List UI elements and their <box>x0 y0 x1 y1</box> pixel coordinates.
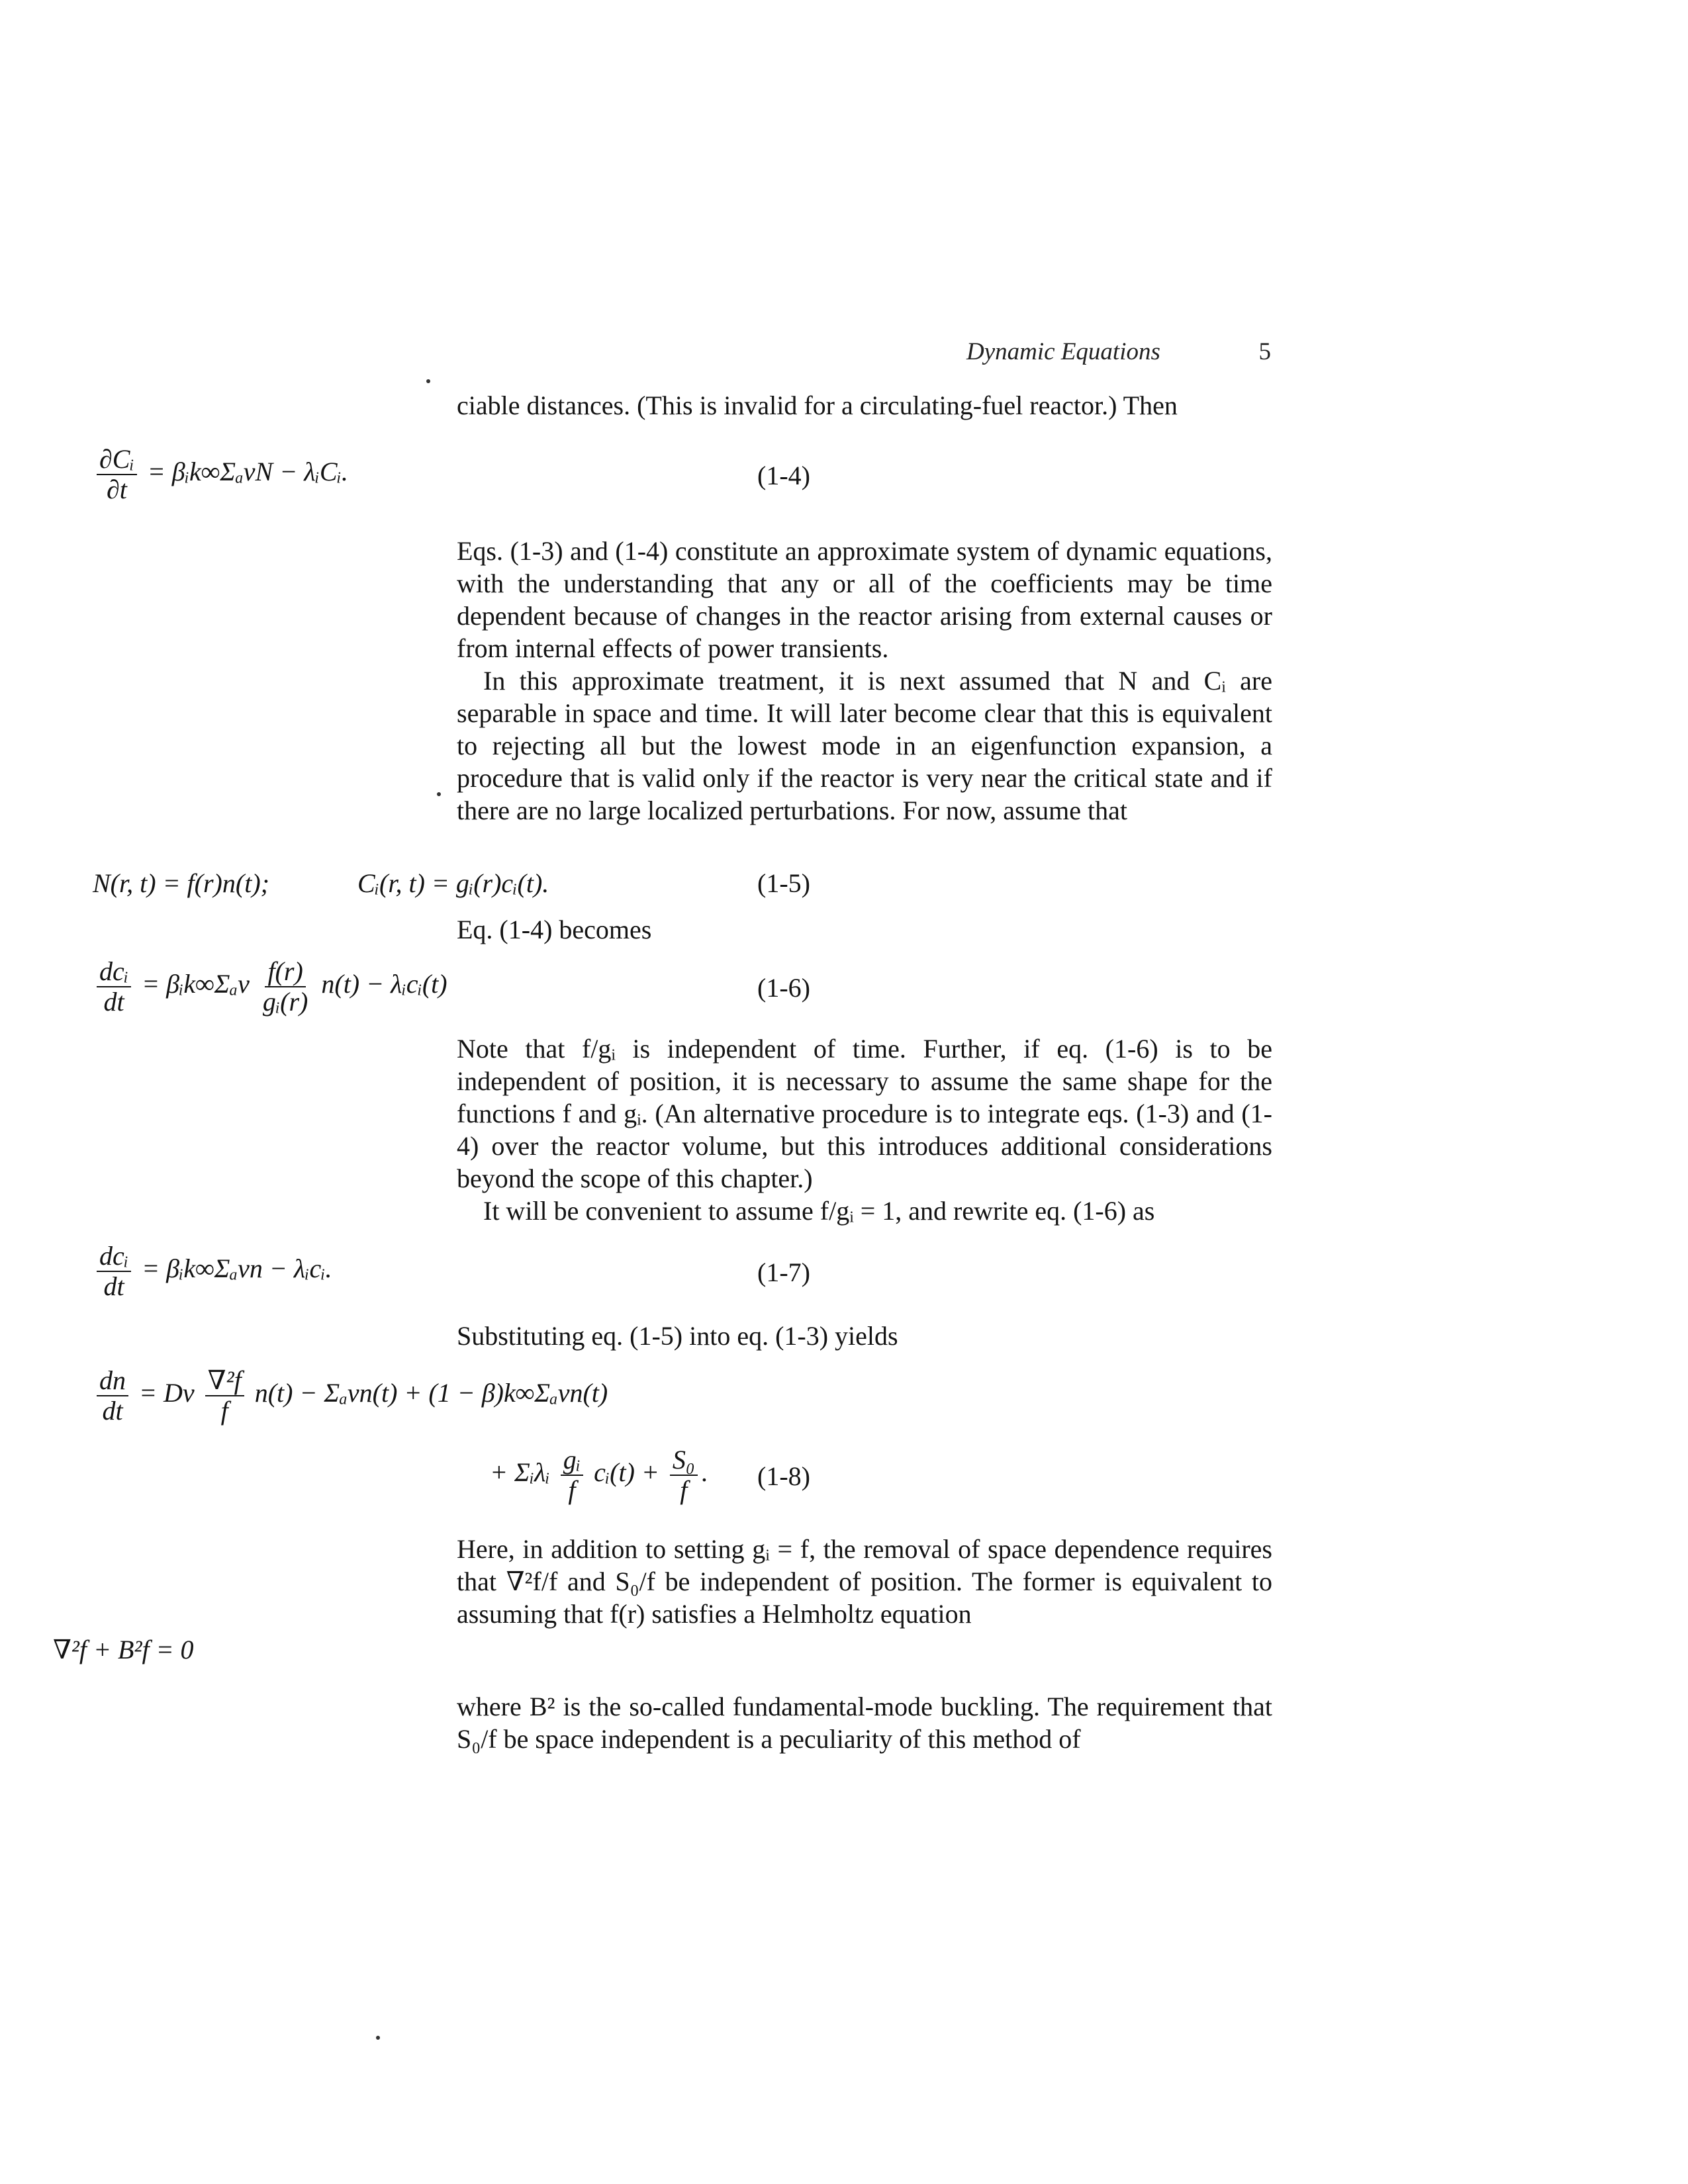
equation-part: cᵢ(t) + <box>594 1457 659 1488</box>
paragraph-text: Eq. (1-4) becomes <box>457 915 652 944</box>
equation-number: (1-7) <box>757 1257 810 1287</box>
paragraph-text: Substituting eq. (1-5) into eq. (1-3) yields <box>457 1321 898 1351</box>
equation-part: n(t) − Σₐvn(t) + (1 − β)k∞Σₐvn(t) <box>254 1378 608 1408</box>
fraction: $\frac{\text{dcᵢ}}{dt}$ <box>97 957 131 1017</box>
fraction: $\frac{\text{dcᵢ}}{dt}$ <box>97 1242 131 1301</box>
paragraph-text: where B² is the so-called fundamental-mode buckling. The requirement that S₀/f be space independent is a peculiarity of this method of <box>457 1692 1272 1754</box>
paragraph-text: In this approximate treatment, it is next assumed that N and Cᵢ are separable in space and time. It will later become clear that this is equivalent to rejecting all but the lowest mode in an eigenfunction expansion, a procedure that is valid only if the reactor is very near the critical state and if there are no large localized perturbations. For now, assume that <box>457 666 1272 825</box>
paragraph-3 <box>457 664 1272 827</box>
scan-speck <box>376 2036 380 2040</box>
paragraph-text: Eqs. (1-3) and (1-4) constitute an approximate system of dynamic equations, with the understanding that any or all of the coefficients may be time dependent because of changes in the reactor arising from external causes or from internal effects of power transients. <box>457 536 1272 663</box>
scan-speck <box>426 379 430 383</box>
equation-part: = βᵢk∞Σₐv <box>142 969 250 999</box>
equation-part: n(t) − λᵢcᵢ(t) <box>321 969 447 999</box>
equation-part: N(r, t) = f(r)n(t); <box>93 868 269 898</box>
paragraph-6 <box>457 1195 1272 1227</box>
paragraph-text: Note that f/gᵢ is independent of time. Further, if eq. (1-6) is to be independent of position, it is necessary to assume the same shape for the functions f and gᵢ. (An alternative procedure is to integrate eqs. (1-3) and (1-4) over the reactor volume, but this introduces additional considerations beyond the scope of this chapter.) <box>457 1034 1272 1193</box>
scan-speck <box>437 792 441 796</box>
running-title: Dynamic Equations <box>966 338 1160 365</box>
fraction: $\frac{\text{S₀}}{f}$ <box>670 1445 698 1505</box>
fraction: $\frac{dn}{dt}$ <box>97 1366 128 1426</box>
paragraph-4 <box>457 913 1272 946</box>
paragraph-text: ciable distances. (This is invalid for a circulating-fuel reactor.) Then <box>457 390 1178 420</box>
paragraph-1 <box>457 389 1272 422</box>
fraction: $\frac{\text{∂Cᵢ}}{\partial t}$ <box>97 445 137 504</box>
equation-number: (1-5) <box>757 868 810 898</box>
equation-part: Cᵢ(r, t) = gᵢ(r)cᵢ(t). <box>357 868 549 898</box>
fraction: $\frac{f(r)}{\text{gᵢ(r)}}$ <box>262 956 308 1017</box>
page-number: 5 <box>1258 338 1271 365</box>
running-head <box>966 338 1271 366</box>
paragraph-7 <box>457 1320 1272 1352</box>
equation-rhs: = βᵢk∞Σₐvn − λᵢcᵢ. <box>142 1253 332 1284</box>
equation-part: + Σᵢλᵢ <box>490 1457 550 1488</box>
equation-number: (1-6) <box>757 973 810 1003</box>
equation-part: = Dv <box>139 1378 195 1408</box>
paragraph-9 <box>457 1690 1272 1755</box>
paragraph-8 <box>457 1533 1272 1630</box>
equation-part: ∇²f + B²f = 0 <box>53 1635 194 1664</box>
equation-part: . <box>701 1457 708 1488</box>
paragraph-text: Here, in addition to setting gᵢ = f, the removal of space dependence requires that ∇²f/f and S₀/f be independent of position. The former is equivalent to assuming that f(r) satisfies a Helmholtz equation <box>457 1534 1272 1629</box>
equation-number: (1-4) <box>757 461 810 490</box>
paragraph-text: It will be convenient to assume f/gᵢ = 1, and rewrite eq. (1-6) as <box>483 1196 1155 1226</box>
paragraph-5 <box>457 1032 1272 1195</box>
equation-number: (1-8) <box>757 1461 810 1491</box>
equation-rhs: = βᵢk∞ΣₐvN − λᵢCᵢ. <box>147 457 348 487</box>
paragraph-2 <box>457 535 1272 664</box>
fraction: $\frac{\text{∇²f}}{f}$ <box>205 1366 244 1426</box>
fraction: $\frac{\text{gᵢ}}{f}$ <box>561 1445 583 1505</box>
